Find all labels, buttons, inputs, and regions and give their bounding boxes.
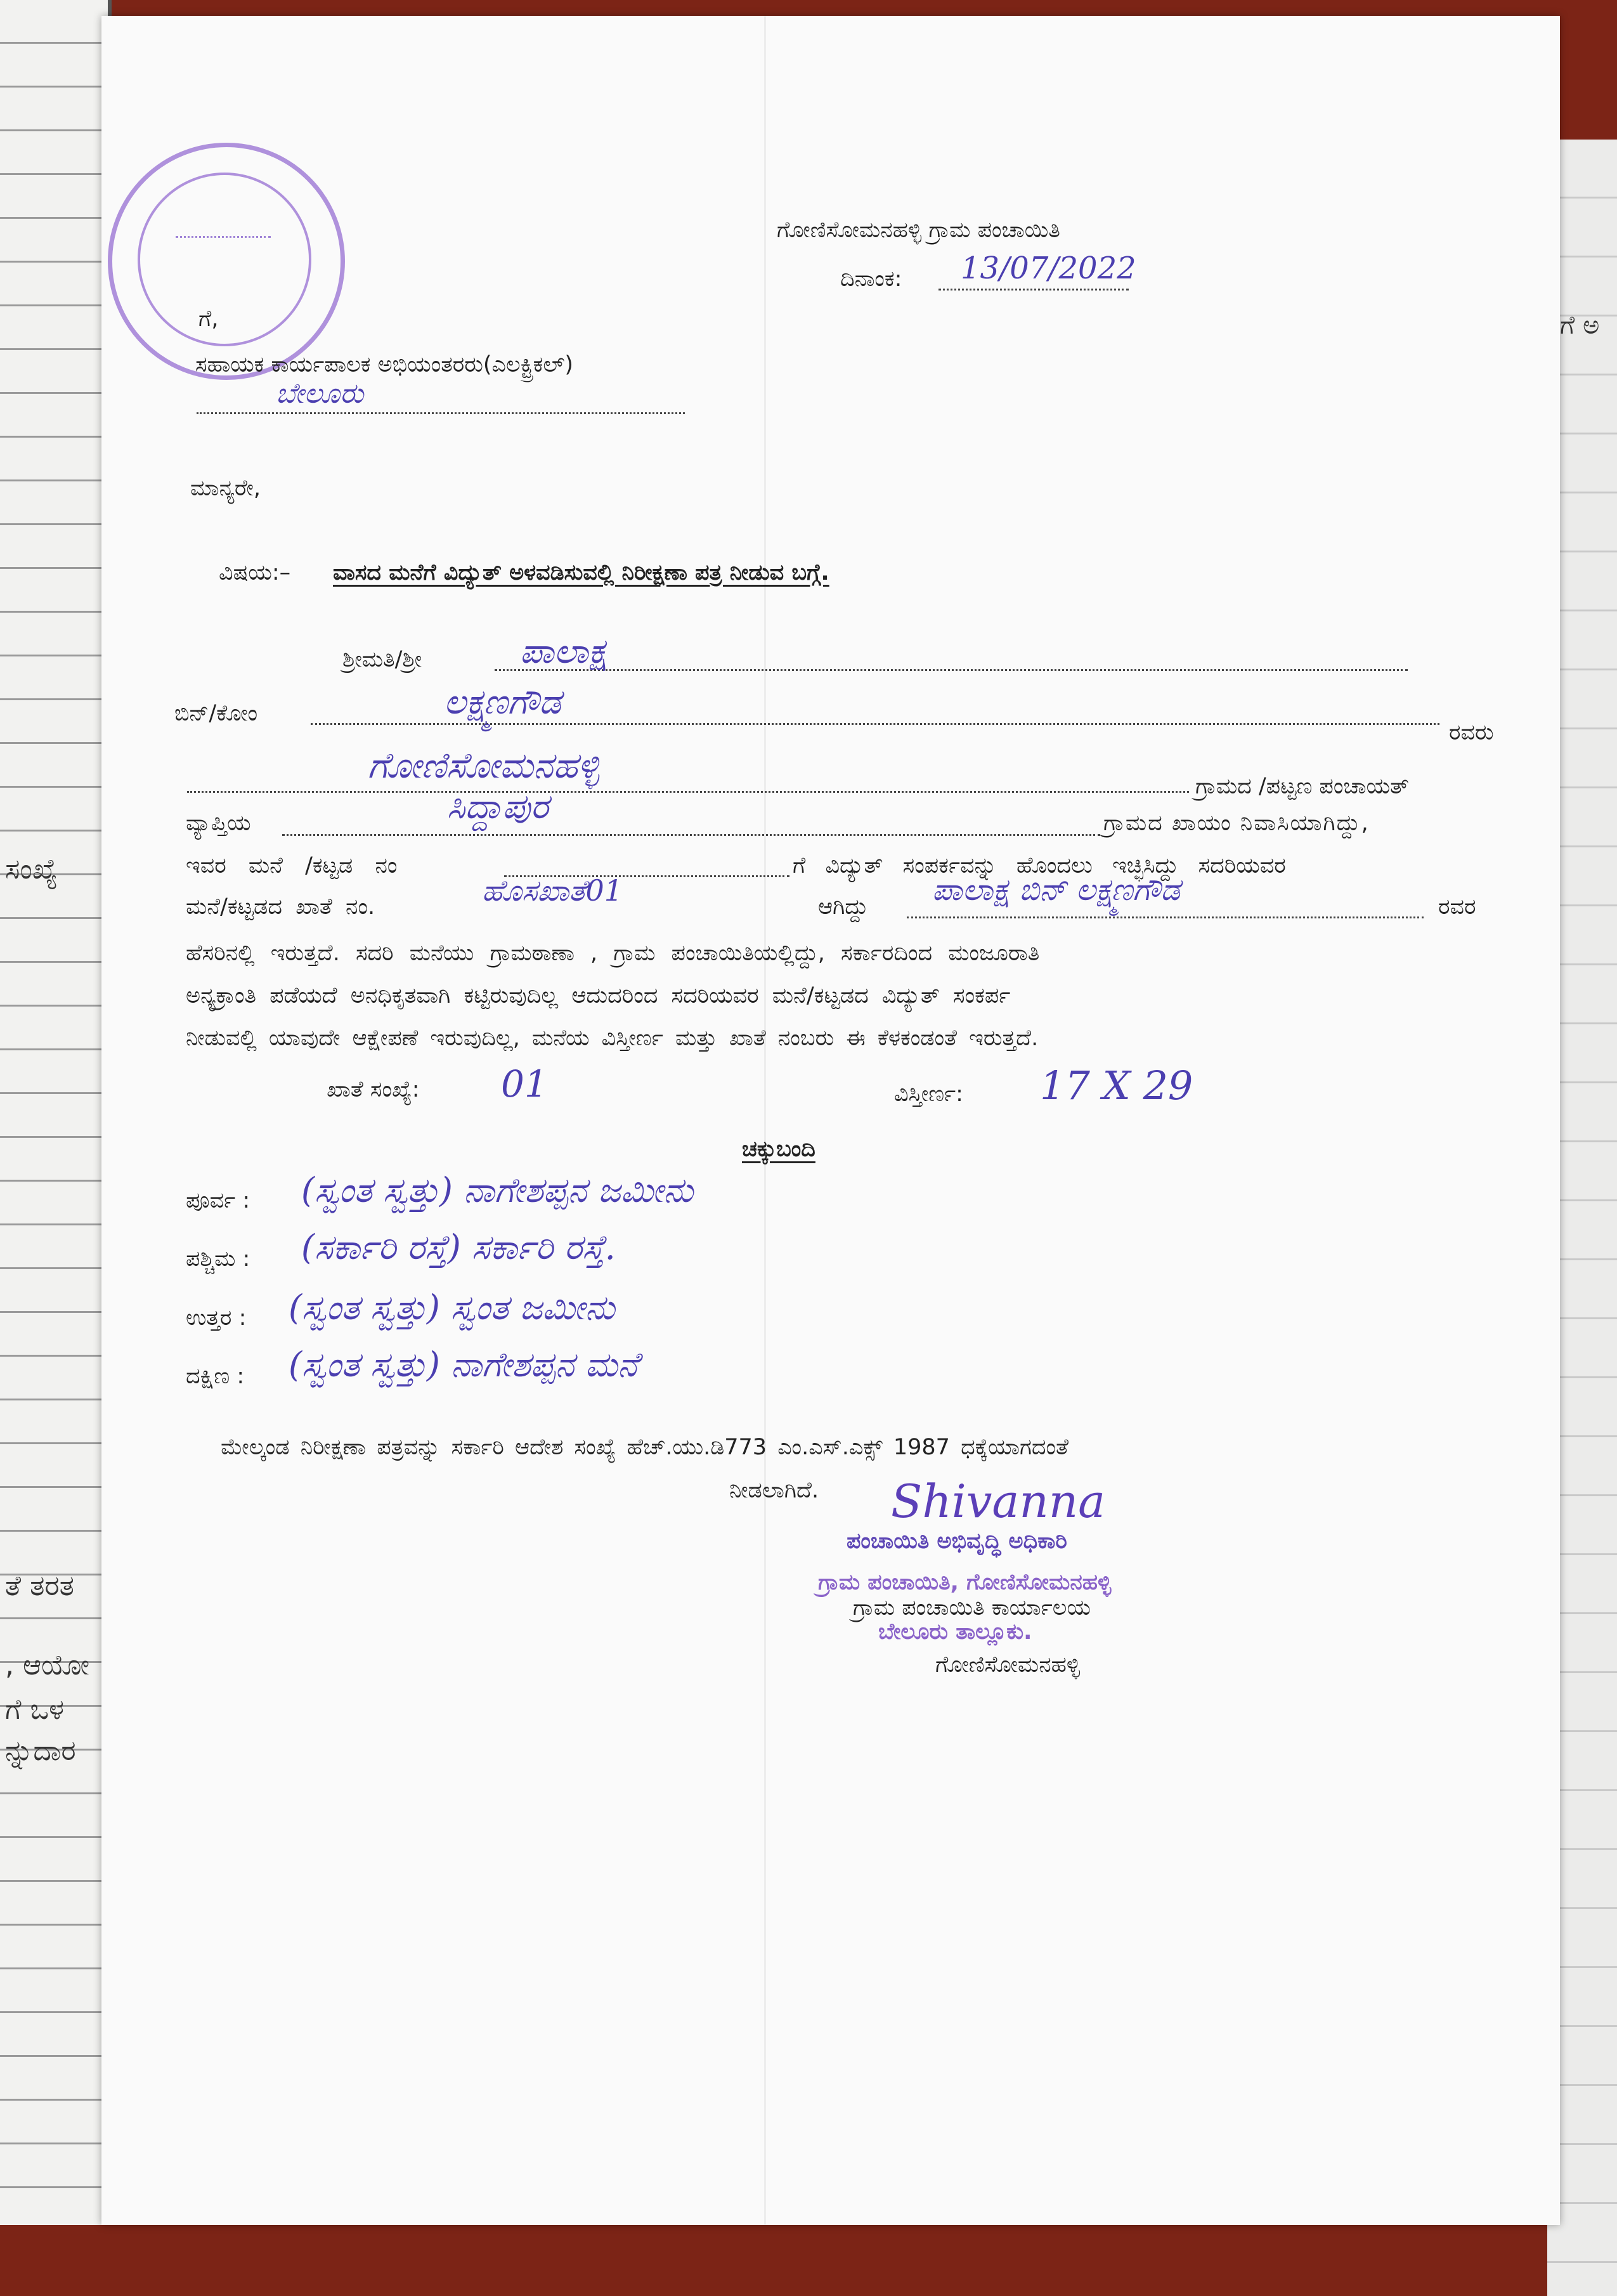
seal-line [176, 236, 271, 238]
boundary-west-value: (ಸರ್ಕಾರಿ ರಸ್ತೆ) ಸರ್ಕಾರಿ ರಸ್ತೆ. [301, 1227, 616, 1267]
recipient-line [197, 412, 685, 414]
salutation: ಮಾನ್ಯರೇ, [190, 476, 261, 501]
khata-line-prefix: ಮನೆ/ಕಟ್ಟಡದ ಖಾತೆ ನಂ. [186, 894, 375, 920]
boundaries-title: ಚಕ್ಕುಬಂದಿ [742, 1137, 815, 1162]
seal-inner-ring [138, 173, 311, 346]
body-line-1: ಹೆಸರಿನಲ್ಲಿ ಇರುತ್ತದೆ. ಸದರಿ ಮನೆಯು ಗ್ರಾಮಠಾಣಾ , ಗ್ರಾಮ ಪಂಚಾಯಿತಿಯಲ್ಲಿದ್ದು, ಸರ್ಕಾರದಿಂದ ಮಂಜೂರಾತಿ [186, 941, 1040, 966]
notebook-fragment: ನ್ನುದಾರ [5, 1735, 76, 1767]
boundary-east-value: (ಸ್ವಂತ ಸ್ವತ್ತು) ನಾಗೇಶಪ್ಪನ ಜಮೀನು [301, 1170, 694, 1210]
paper-fold [764, 16, 766, 2225]
jurisdiction-value: ಸಿದ್ದಾಪುರ [447, 786, 549, 826]
sign-title: ಪಂಚಾಯಿತಿ ಅಭಿವೃದ್ಧಿ ಅಧಿಕಾರಿ [847, 1529, 1067, 1554]
name-line [495, 669, 1408, 671]
sign-office: ಗ್ರಾಮ ಪಂಚಾಯಿತಿ ಕಾರ್ಯಾಲಯ [853, 1595, 1091, 1621]
body-line-3: ನೀಡುವಲ್ಲಿ ಯಾವುದೇ ಆಕ್ಷೇಪಣೆ ಇರುವುದಿಲ್ಲ, ಮನೆಯ ವಿಸ್ತೀರ್ಣ ಮತ್ತು ಖಾತೆ ನಂಬರು ಈ ಕೆಳಕಂಡಂತೆ ಇರುತ್ತದೆ. [186, 1026, 1039, 1051]
name-label: ಶ್ರೀಮತಿ/ಶ್ರೀ [342, 647, 422, 672]
office-name: ಗೋಣಿಸೋಮನಹಳ್ಳಿ ಗ್ರಾಮ ಪಂಚಾಯಿತಿ [777, 218, 1060, 243]
village-suffix: ಗ್ರಾಮದ /ಪಟ್ಟಣ ಪಂಚಾಯತ್ [1195, 774, 1409, 799]
signature: Shivanna [891, 1475, 1105, 1528]
owner-hand: ಪಾಲಾಕ್ಷ ಬಿನ್ ಲಕ್ಷ್ಮಣಗೌಡ [932, 872, 1180, 908]
notebook-fragment: ತೆ ತರತ [5, 1570, 74, 1602]
father-label: ಬಿನ್/ಕೋಂ [174, 701, 258, 726]
boundary-north-label: ಉತ್ತರ : [186, 1305, 247, 1331]
notebook-fragment: , ಆಯೋ [5, 1649, 90, 1681]
boundary-south-label: ದಕ್ಷಿಣ : [186, 1364, 245, 1389]
boundary-south-value: (ಸ್ವಂತ ಸ್ವತ್ತು) ನಾಗೇಶಪ್ಪನ ಮನೆ [289, 1345, 639, 1385]
sign-stamp-line-1: ಗ್ರಾಮ ಪಂಚಾಯಿತಿ, ಗೋಣಿಸೋಮನಹಳ್ಳಿ [818, 1570, 1112, 1595]
boundary-west-label: ಪಶ್ಚಿಮ : [186, 1246, 250, 1272]
recipient: ಸಹಾಯಕ ಕಾರ್ಯಪಾಲಕ ಅಭಿಯಂತರರು(ಎಲಕ್ಟ್ರಿಕಲ್) [195, 352, 574, 377]
khata-line-suffix: ರವರ [1438, 894, 1476, 920]
closing-line-2: ನೀಡಲಾಗಿದೆ. [729, 1478, 819, 1503]
khata-hand: ಹೊಸಖಾತೆ01 [482, 873, 623, 908]
to-prefix: ಗೆ, [198, 306, 219, 332]
jurisdiction-line [282, 834, 1100, 836]
date-line [938, 289, 1129, 290]
khata-line-mid: ಆಗಿದ್ದು [818, 894, 869, 920]
subject-text: ವಾಸದ ಮನೆಗೆ ವಿದ್ಯುತ್ ಅಳವಡಿಸುವಲ್ಲಿ ನಿರೀಕ್ಷಣಾ ಪತ್ರ ನೀಡುವ ಬಗ್ಗೆ. [333, 560, 829, 585]
village-line [187, 791, 1189, 793]
closing-line-1: ಮೇಲ್ಕಂಡ ನಿರೀಕ್ಷಣಾ ಪತ್ರವನ್ನು ಸರ್ಕಾರಿ ಆದೇಶ ಸಂಖ್ಯೆ ಹೆಚ್.ಯು.ಡಿ773 ಎಂ.ಎಸ್.ಎಕ್ಸ್ 1987 ಧಕ್ಕೆಯಾಗದಂತೆ [221, 1435, 1068, 1460]
house-line-suffix: ಗೆ ವಿದ್ಯುತ್ ಸಂಪರ್ಕವನ್ನು ಹೊಂದಲು ಇಚ್ಛಿಸಿದ್ದು ಸದರಿಯವರ [793, 853, 1286, 878]
house-line-prefix: ಇವರ ಮನೆ /ಕಟ್ಟಡ ನಂ [186, 853, 398, 878]
background-notebook [0, 0, 112, 2225]
notebook-fragment: ಗೆ ಒಳ [5, 1693, 65, 1726]
village-value: ಗೋಣಿಸೋಮನಹಳ್ಳಿ [368, 745, 600, 786]
khata-no-label: ಖಾತೆ ಸಂಖ್ಯೆ: [327, 1077, 420, 1102]
recipient-place: ಬೇಲೂರು [276, 377, 364, 410]
body-line-2: ಅನ್ಯಕ್ರಾಂತಿ ಪಡೆಯದೆ ಅನಧಿಕೃತವಾಗಿ ಕಟ್ಟಿರುವುದಿಲ್ಲ ಆದುದರಿಂದ ಸದರಿಯವರ ಮನೆ/ಕಟ್ಟಡದ ವಿದ್ಯುತ್ ಸಂಕರ್ಪ [186, 983, 1011, 1008]
owner-line [907, 916, 1424, 918]
paper-fragment: ಗೆ ಅ [1560, 311, 1600, 340]
subject-label: ವಿಷಯ:– [219, 560, 291, 585]
area-label: ವಿಸ್ತೀರ್ಣ: [894, 1081, 963, 1107]
father-value: ಲಕ್ಷ್ಮಣಗೌಡ [444, 682, 561, 722]
boundary-north-value: (ಸ್ವಂತ ಸ್ವತ್ತು) ಸ್ವಂತ ಜಮೀನು [289, 1288, 615, 1327]
ravaru-label: ರವರು [1449, 720, 1494, 745]
round-seal-stamp [108, 143, 345, 380]
father-line [311, 723, 1439, 725]
khata-no-value: 01 [501, 1062, 548, 1106]
date-label: ದಿನಾಂಕ: [840, 266, 902, 292]
sign-place: ಗೋಣಿಸೋಮನಹಳ್ಳಿ [935, 1652, 1081, 1678]
document-sheet [101, 16, 1560, 2225]
notebook-fragment: ಸಂಖ್ಯೆ [5, 853, 58, 885]
date-value: 13/07/2022 [961, 251, 1136, 286]
resident-suffix: ಗ್ರಾಮದ ಖಾಯಂ ನಿವಾಸಿಯಾಗಿದ್ದು, [1103, 811, 1370, 836]
name-value: ಪಾಲಾಕ್ಷ [520, 631, 607, 671]
jurisdiction-label: ವ್ಯಾಪ್ತಿಯ [186, 811, 251, 836]
boundary-east-label: ಪೂರ್ವ : [186, 1188, 250, 1213]
sign-stamp-line-2: ಬೇಲೂರು ತಾಲ್ಲೂಕು. [878, 1619, 1032, 1645]
area-value: 17 X 29 [1040, 1062, 1193, 1109]
